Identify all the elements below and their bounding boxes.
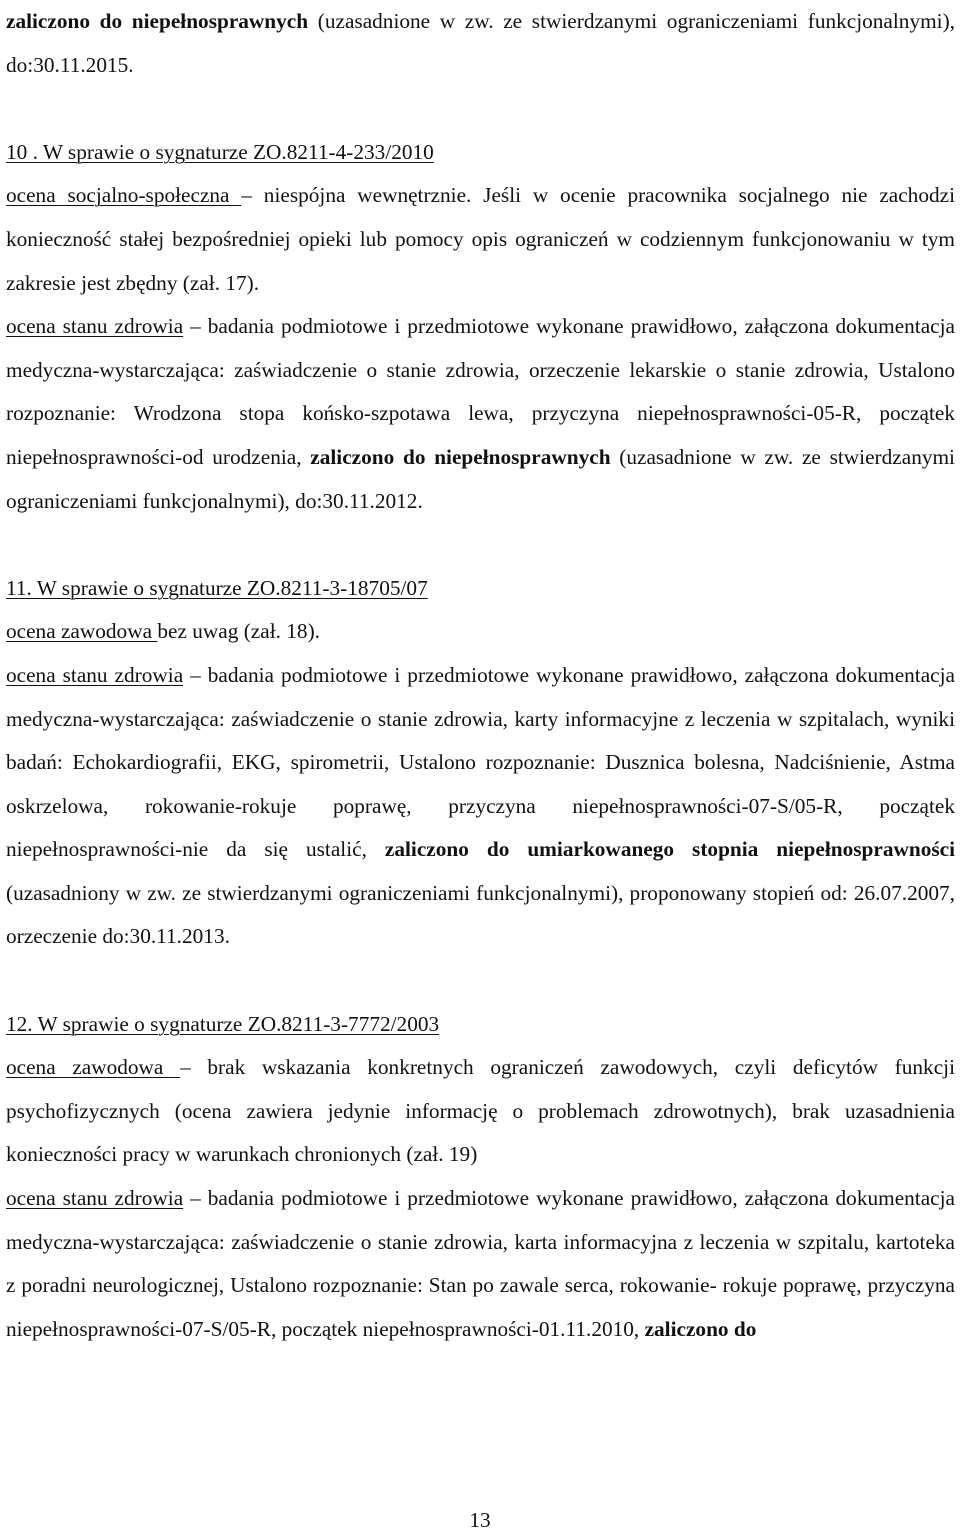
paragraph-text: – niespójna wewnętrznie. Jeśli w ocenie pracownika socjalnego nie zachodzi konieczność stałej bezpośredniej opieki lub pomocy opis ograniczeń w codziennym funkcjonowaniu w tym zakresie jest zbędny (zał. 17). xyxy=(6,183,955,295)
section-heading-text: 12. W sprawie o sygnaturze ZO.8211-3-7772/2003 xyxy=(6,1011,440,1036)
paragraph-text: – badania podmiotowe i przedmiotowe wykonane prawidłowo, załączona dokumentacja medyczna-wystarczająca: zaświadczenie o stanie zdrowia, karty informacyjne z leczenia w szpitalach, wyniki badań: Echokardiografii, EKG, spirometrii, Ustalono rozpoznanie: Dusznica bolesna, Nadciśnienie, Astma oskrzelowa, rokowanie-rokuje poprawę, przyczyna niepełnosprawności-07-S/05-R, początek niepełnosprawności-nie da się ustalić, xyxy=(6,662,955,862)
paragraph-text: bez uwag (zał. 18). xyxy=(157,619,320,644)
label-underlined: ocena socjalno-społeczna xyxy=(6,183,242,208)
bold-phrase: zaliczono do umiarkowanego stopnia niepełnosprawności xyxy=(384,837,955,862)
paragraph-continuation xyxy=(6,0,955,87)
label-underlined: ocena stanu zdrowia xyxy=(6,1186,184,1211)
paragraph-ocena-zawodowa xyxy=(6,610,955,654)
page-number: 13 xyxy=(469,1508,491,1532)
label-underlined: ocena zawodowa xyxy=(6,1055,181,1080)
paragraph-ocena-zdrowia xyxy=(6,654,955,959)
paragraph-text: – brak wskazania konkretnych ograniczeń zawodowych, czyli deficytów funkcji psychofizycznych (ocena zawiera jedynie informację o problemach zdrowotnych), brak uzasadnienia konieczności pracy w warunkach chronionych (zał. 19) xyxy=(6,1055,955,1167)
paragraph-text: (uzasadnione w zw. ze stwierdzanymi ograniczeniami funkcjonalnymi), do:30.11.2012. xyxy=(6,444,955,513)
label-underlined: ocena stanu zdrowia xyxy=(6,662,184,687)
bold-phrase: zaliczono do xyxy=(644,1316,757,1341)
paragraph-ocena-socjalna xyxy=(6,174,955,305)
document-page xyxy=(6,0,955,1351)
label-underlined: ocena zawodowa xyxy=(6,619,158,644)
paragraph-ocena-zawodowa xyxy=(6,1046,955,1177)
spacer xyxy=(6,523,955,567)
spacer xyxy=(6,959,955,1003)
paragraph-ocena-zdrowia xyxy=(6,305,955,523)
bold-phrase: zaliczono do niepełnosprawnych xyxy=(6,9,309,33)
paragraph-text: (uzasadnione w zw. ze stwierdzanymi ograniczeniami funkcjonalnymi), do:30.11.2015. xyxy=(6,9,955,77)
spacer xyxy=(6,87,955,131)
section-heading-text: 11. W sprawie o sygnaturze ZO.8211-3-18705/07 xyxy=(6,575,428,600)
paragraph-text: – badania podmiotowe i przedmiotowe wykonane prawidłowo, załączona dokumentacja medyczna-wystarczająca: zaświadczenie o stanie zdrowia, orzeczenie lekarskie o stanie zdrowia, Ustalono rozpoznanie: Wrodzona stopa końsko-szpotawa lewa, przyczyna niepełnosprawności-05-R, początek niepełnosprawności-od urodzenia, xyxy=(6,314,955,469)
section-heading-12 xyxy=(6,1003,955,1047)
section-heading-10 xyxy=(6,131,955,175)
section-heading-text: 10 . W sprawie o sygnaturze ZO.8211-4-233/2010 xyxy=(6,139,434,164)
paragraph-ocena-zdrowia xyxy=(6,1177,955,1351)
section-heading-11 xyxy=(6,567,955,611)
paragraph-text: – badania podmiotowe i przedmiotowe wykonane prawidłowo, załączona dokumentacja medyczna-wystarczająca: zaświadczenie o stanie zdrowia, karta informacyjna z leczenia w szpitalu, kartoteka z poradni neurologicznej, Ustalono rozpoznanie: Stan po zawale serca, rokowanie- rokuje poprawę, przyczyna niepełnosprawności-07-S/05-R, początek niepełnosprawności-01.11.2010, xyxy=(6,1186,955,1341)
paragraph-text: (uzasadniony w zw. ze stwierdzanymi ograniczeniami funkcjonalnymi), proponowany stopień od: 26.07.2007, orzeczenie do:30.11.2013. xyxy=(6,880,955,949)
bold-phrase: zaliczono do niepełnosprawnych xyxy=(310,444,611,469)
label-underlined: ocena stanu zdrowia xyxy=(6,314,184,339)
